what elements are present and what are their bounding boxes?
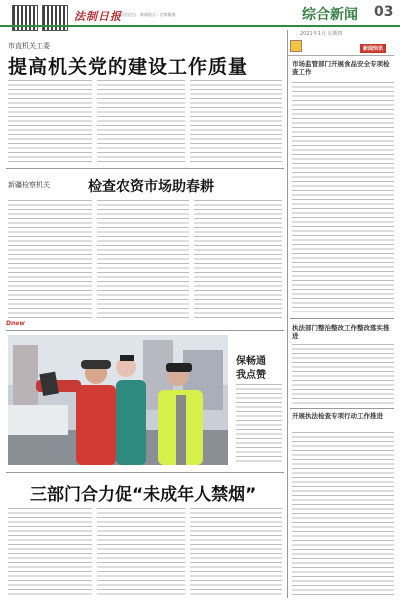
article2-source: Dnew	[6, 320, 25, 327]
article3-headline: 三部门合力促“未成年人禁烟”	[30, 485, 257, 505]
right-head-3: 开展执法检查专项行动工作推进	[292, 412, 383, 420]
article2-col3	[194, 200, 282, 318]
article2-headline: 检查农资市场助春耕	[88, 179, 214, 195]
right-divider-1	[290, 318, 394, 319]
article3-col1	[8, 508, 92, 596]
section-title: 综合新闻	[302, 7, 358, 23]
newspaper-logo: 法制日报	[74, 10, 122, 23]
qr-code-left	[12, 5, 38, 31]
right-col-text-1	[292, 82, 394, 312]
column-divider	[287, 30, 288, 598]
article2-divider	[6, 330, 284, 331]
news-photo	[8, 335, 228, 465]
right-col-text-3	[292, 432, 394, 596]
sidebar-tag: 新闻快讯	[360, 44, 386, 53]
right-divider-2	[290, 408, 394, 409]
article1-col1	[8, 80, 92, 162]
date-line: 2021年1月 星期四	[300, 31, 343, 37]
caption-title-2: 我点赞	[236, 370, 266, 381]
article1-divider	[6, 168, 284, 169]
article2-col2	[97, 200, 189, 318]
article1-col2	[97, 80, 185, 162]
right-head-2: 执法部门整治整改工作整改落实推进	[292, 324, 390, 340]
sidebar-rule	[288, 55, 394, 56]
page-number: 03	[374, 4, 394, 20]
masthead-subline: 法治论坛 · 新闻视点 · 法律服务	[120, 12, 176, 17]
article1-kicker: 市直机关工委	[8, 42, 50, 50]
article3-col2	[97, 508, 185, 596]
qr-code-right	[42, 5, 68, 31]
article2-col1	[8, 200, 92, 318]
right-head-1: 市场监管部门开展食品安全专项检查工作	[292, 60, 390, 76]
top-rule	[0, 25, 400, 27]
article2-kicker: 新疆检察机关	[8, 181, 50, 189]
right-col-text-2	[292, 344, 394, 404]
article1-headline: 提高机关党的建设工作质量	[8, 56, 249, 78]
caption-title-1: 保畅通	[236, 356, 266, 367]
article1-col3	[190, 80, 282, 162]
article3-col3	[190, 508, 282, 596]
article3-top-rule	[6, 472, 284, 473]
photo-caption-text	[236, 384, 282, 464]
badge-icon	[290, 40, 302, 52]
